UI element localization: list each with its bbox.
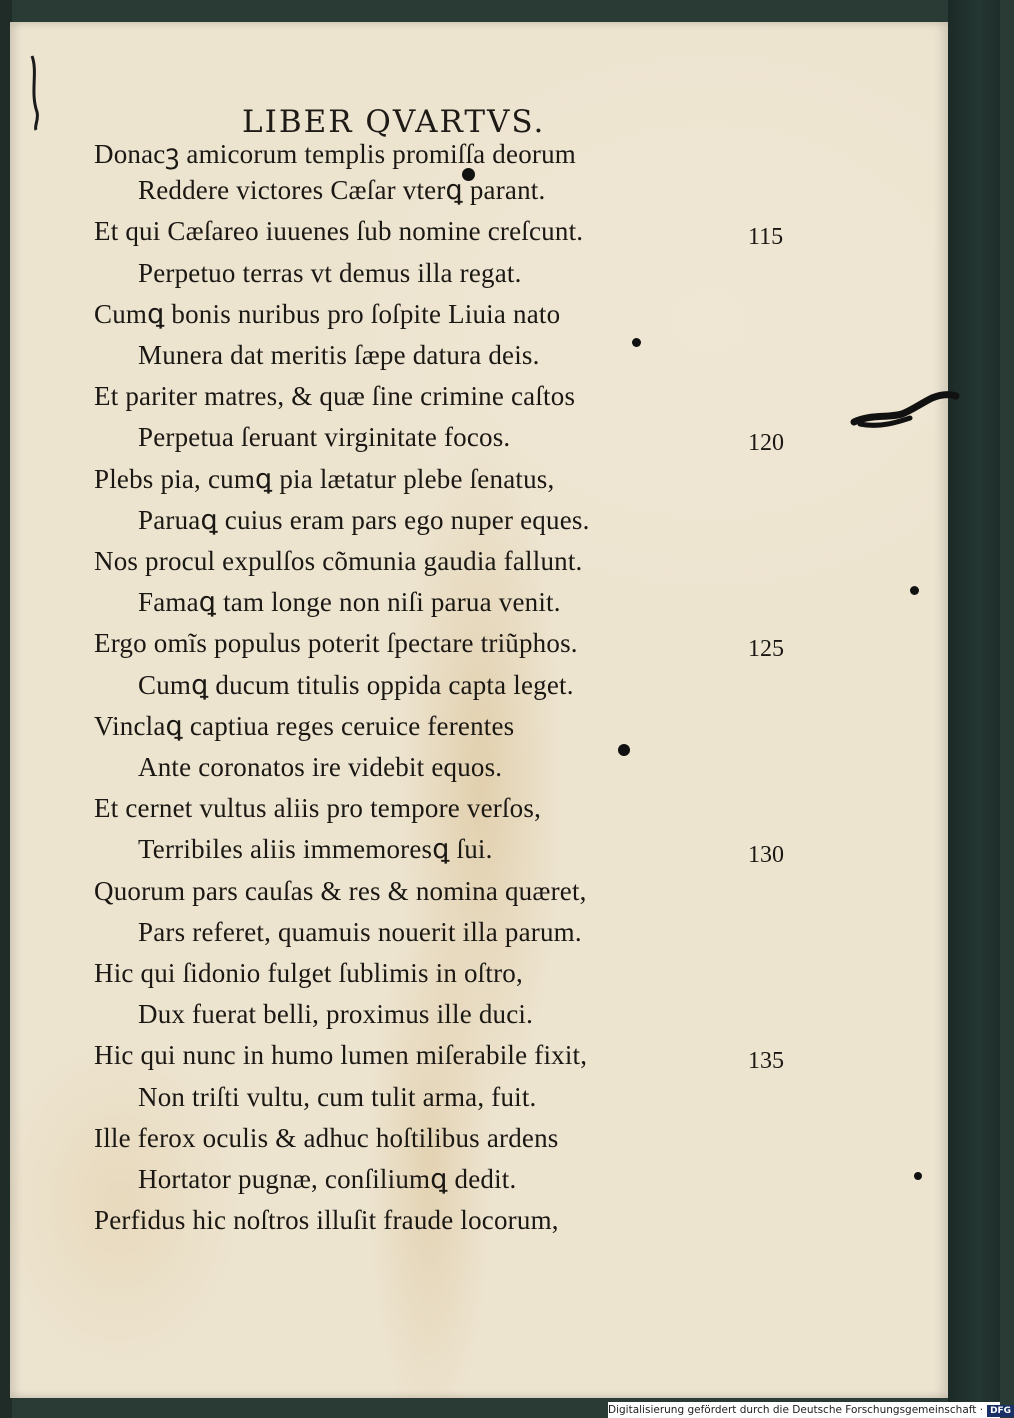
verse-line: Paruaꝗ cuius eram pars ego nuper eques. [138,504,590,535]
ink-dot [618,744,630,756]
verse-line: Et pariter matres, & quæ ſine crimine caſtos [94,381,576,412]
verse-line: Quorum pars cauſas & res & nomina quæret, [94,875,587,906]
verse-line: Cumꝗ ducum titulis oppida capta leget. [138,669,574,700]
binding-thread-mark [24,52,54,132]
verse-line: Plebs pia, cumꝗ pia lætatur plebe ſenatus, [94,463,555,494]
line-number: 130 [748,842,784,869]
verse-line: Vinclaꝗ captiua reges ceruice ferentes [94,710,515,741]
digitization-credit [608,1402,1012,1418]
line-number: 120 [748,430,784,457]
verse-line: Munera dat meritis ſæpe datura deis. [138,340,540,370]
page-header: LIBER QVARTVS. [242,104,546,140]
verse-line: Cumꝗ bonis nuribus pro ſoſpite Liuia nato [94,298,561,329]
verse-line: Hic qui ſidonio fulget ſublimis in oſtro, [94,958,523,988]
verse-line: Ille ferox oculis & adhuc hoſtilibus ardens [94,1122,559,1153]
ink-dot [632,338,641,347]
verse-line: Nos procul expulſos cõmunia gaudia fallunt. [94,546,583,576]
verse-line: Non triſti vultu, cum tulit arma, fuit. [138,1081,537,1112]
verse-line: Et qui Cæſareo iuuenes ſub nomine creſcunt. [94,216,584,247]
verse-line: Ante coronatos ire videbit equos. [138,752,503,782]
verse-line: Famaꝗ tam longe non niſi parua venit. [138,587,561,618]
verse-line: Dux fuerat belli, proximus ille duci. [138,999,534,1030]
ink-dot [914,1172,922,1180]
scan-edge-right [948,0,1000,1418]
verse-line: Hic qui nunc in humo lumen miſerabile fixit, [94,1040,588,1071]
line-number: 135 [748,1048,784,1075]
ink-dot [910,586,919,595]
ink-stroke-mark [850,384,960,444]
verse-line: Perfidus hic noſtros illuſit fraude locorum, [94,1205,559,1236]
verse-line: Perpetua ſeruant virginitate focos. [138,422,511,453]
book-page [10,22,948,1398]
verse-line: Hortator pugnæ, conſiliumꝗ dedit. [138,1164,517,1194]
verse-line: Pars referet, quamuis nouerit illa parum. [138,916,582,947]
credit-text: Digitalisierung gefördert durch die Deutsche Forschungsgemeinschaft · [608,1404,984,1416]
verse-line: Ergo omĩs populus poterit ſpectare triũphos. [94,628,578,659]
verse-line: Donacꝫ amicorum templis promiſſa deorum [94,139,576,169]
verse-line: Terribiles aliis immemoresꝗ ſui. [138,834,493,865]
line-number: 115 [748,224,784,251]
verse-line: Et cernet vultus aliis pro tempore verſos, [94,793,542,824]
verse-line: Perpetuo terras vt demus illa regat. [138,257,522,288]
line-number: 125 [748,636,784,663]
verse-line: Reddere victores Cæſar vterꝗ parant. [138,175,546,206]
dfg-logo: DFG [987,1405,1014,1417]
